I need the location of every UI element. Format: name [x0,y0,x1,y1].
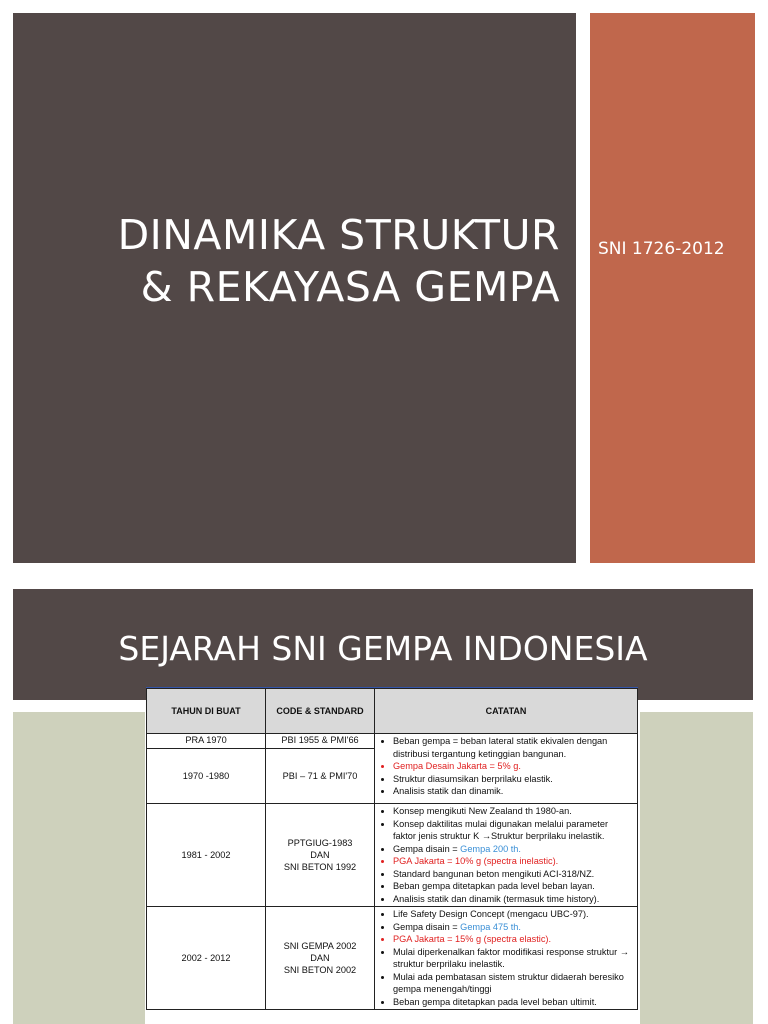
code-line: SNI GEMPA 2002 [283,941,357,951]
code-line: SNI BETON 1992 [283,862,357,872]
side-panel-left [13,712,145,1024]
note-item: • Beban gempa = beban lateral statik ekivalen dengan distribusi tergantung ketinggian bangunan. [393,735,633,760]
note-item: • Konsep daktilitas mulai digunakan melalui parameter faktor jenis struktur K →Struktur berprilaku inelastik. [393,818,633,843]
title-slide-panel [13,13,576,563]
slide-title [118,209,560,313]
note-item: • Beban gempa ditetapkan pada level beban ultimit. [393,996,633,1009]
cell-notes [375,804,638,907]
note-text: Gempa disain = [393,843,461,854]
note-item: • Beban gempa ditetapkan pada level beban layan. [393,880,633,893]
table-row [147,804,638,907]
note-item: • Mulai ada pembatasan sistem struktur didaerah beresiko gempa menengah/tinggi [393,971,633,996]
note-item [393,843,633,856]
note-item: • Gempa Desain Jakarta = 5% g. [393,760,633,773]
note-highlight: Gempa 475 th. [460,921,521,932]
table-row [147,734,638,749]
cell-notes [375,907,638,1010]
note-item: • Konsep mengikuti New Zealand th 1980-an. [393,805,633,818]
cell-year: 1970 -1980 [147,749,266,804]
history-slide-header [13,589,753,700]
history-table [146,688,638,1010]
header-notes: CATATAN [375,689,638,734]
cell-code [266,804,375,907]
note-item: • Standard bangunan beton mengikuti ACI-318/NZ. [393,868,633,881]
note-item: • PGA Jakarta = 10% g (spectra inelastic). [393,855,633,868]
note-item [393,921,633,934]
slide-title-line-2: & REKAYASA GEMPA [140,263,560,311]
slide-subtitle: SNI 1726-2012 [598,239,725,259]
code-line: DAN [310,953,330,963]
header-code: CODE & STANDARD [266,689,375,734]
table-row [147,907,638,1010]
slide-title-line-1: DINAMIKA STRUKTUR [117,211,560,259]
note-item: • Analisis statik dan dinamik. [393,785,633,798]
cell-code: PBI 1955 & PMI'66 [266,734,375,749]
note-item: • Struktur diasumsikan berprilaku elastik. [393,773,633,786]
history-slide-title: SEJARAH SNI GEMPA INDONESIA [118,629,648,668]
header-year: TAHUN DI BUAT [147,689,266,734]
note-item: • Life Safety Design Concept (mengacu UBC-97). [393,908,633,921]
note-item: • Mulai diperkenalkan faktor modifikasi response struktur → struktur berprilaku inelastik. [393,946,633,971]
note-item: • PGA Jakarta = 15% g (spectra elastic). [393,933,633,946]
note-text: Gempa disain = [393,921,461,932]
cell-code [266,907,375,1010]
code-line: PPTGIUG-1983 [287,838,353,848]
note-item: • Analisis statik dan dinamik (termasuk time history). [393,893,633,906]
cell-notes [375,734,638,804]
table-header-row [147,689,638,734]
cell-code: PBI – 71 & PMI'70 [266,749,375,804]
code-line: DAN [310,850,330,860]
note-highlight: Gempa 200 th. [460,843,521,854]
side-panel-right [640,712,753,1024]
code-line: SNI BETON 2002 [283,965,357,975]
cell-year: PRA 1970 [147,734,266,749]
subtitle-panel [590,13,755,563]
cell-year: 2002 - 2012 [147,907,266,1010]
cell-year: 1981 - 2002 [147,804,266,907]
